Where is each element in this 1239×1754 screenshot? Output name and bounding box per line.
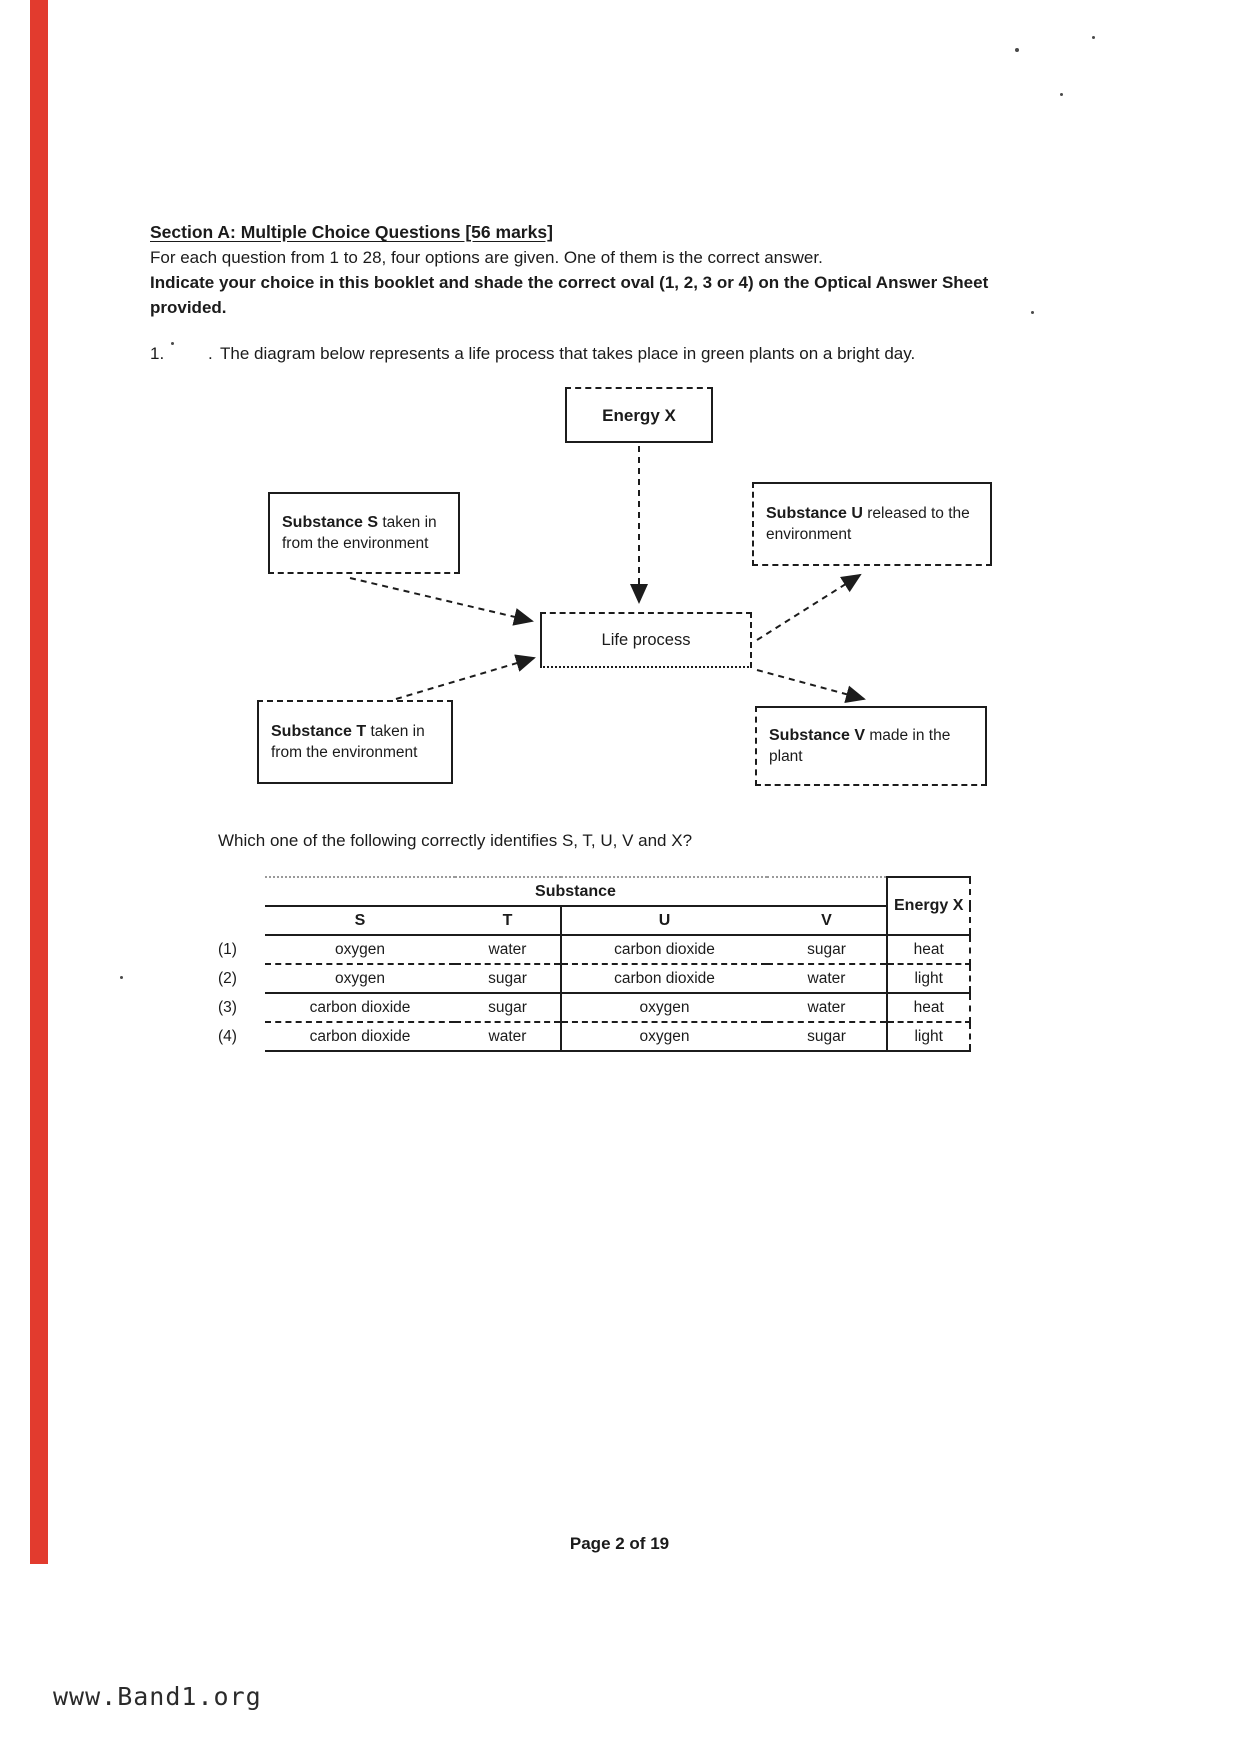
cell-s: carbon dioxide (265, 993, 455, 1022)
red-margin-stripe (30, 0, 48, 1564)
scan-speck (1031, 311, 1034, 314)
option-label: (3) (218, 998, 237, 1016)
diagram-box-life-process (540, 612, 752, 668)
column-header-u: U (561, 906, 767, 935)
diagram-box-substance-v (755, 706, 987, 786)
column-header-v: V (767, 906, 887, 935)
cell-v: water (767, 993, 887, 1022)
arrow-t-to-process (396, 658, 534, 699)
column-header-t: T (455, 906, 561, 935)
option-label: (2) (218, 969, 237, 987)
scan-speck (1060, 93, 1063, 96)
option-row-3 (218, 993, 970, 1022)
substance-u-desc: released to the environment (766, 505, 970, 543)
question-number: 1. (150, 344, 165, 363)
section-header-block (150, 220, 1030, 320)
substance-v-desc: made in the plant (769, 727, 951, 765)
arrow-s-to-process (350, 578, 532, 621)
option-row-4 (218, 1022, 970, 1051)
diagram-box-substance-u (752, 482, 992, 566)
option-label: (4) (218, 1027, 237, 1045)
cell-t: sugar (455, 993, 561, 1022)
cell-u: oxygen (561, 1022, 767, 1051)
energy-x-header: Energy X (887, 877, 970, 935)
substance-s-desc: taken in from the environment (282, 514, 437, 552)
cell-s: carbon dioxide (265, 1022, 455, 1051)
question-text: The diagram below represents a life process that takes place in green plants on a bright day. (220, 344, 916, 363)
cell-v: sugar (767, 935, 887, 964)
option-row-2 (218, 964, 970, 993)
substance-t-title: Substance T (271, 723, 367, 740)
cell-t: water (455, 1022, 561, 1051)
column-header-s: S (265, 906, 455, 935)
option-row-1 (218, 935, 970, 964)
cell-s: oxygen (265, 935, 455, 964)
stray-period-mark: . (208, 344, 213, 363)
cell-energy: heat (887, 935, 970, 964)
question-prompt: Which one of the following correctly identifies S, T, U, V and X? (218, 831, 693, 850)
scan-speck (171, 342, 174, 345)
substance-group-header: Substance (265, 877, 887, 906)
page-number: Page 2 of 19 (569, 1534, 670, 1553)
instructions-line: For each question from 1 to 28, four options are given. One of them is the correct answer. (150, 248, 823, 267)
section-heading: Section A: Multiple Choice Questions [56 marks] (150, 222, 553, 242)
life-process-label: Life process (601, 630, 691, 649)
diagram-box-substance-s (268, 492, 460, 574)
scan-speck (1092, 36, 1095, 39)
cell-energy: light (887, 1022, 970, 1051)
substance-s-title: Substance S (282, 514, 379, 531)
instructions-line-bold: Indicate your choice in this booklet and shade the correct oval (1, 2, 3 or 4) on the Optical Answer Sheet provided. (150, 273, 989, 317)
cell-s: oxygen (265, 964, 455, 993)
scan-speck (1015, 48, 1019, 52)
substance-u-title: Substance U (766, 505, 863, 522)
cell-t: water (455, 935, 561, 964)
spacer-cell (218, 906, 265, 935)
option-label: (1) (218, 940, 237, 958)
substance-t-desc: taken in from the environment (271, 723, 425, 761)
cell-v: sugar (767, 1022, 887, 1051)
cell-u: carbon dioxide (561, 964, 767, 993)
table-column-header-row (218, 906, 970, 935)
answer-options-table (218, 876, 971, 1052)
cell-u: oxygen (561, 993, 767, 1022)
cell-v: water (767, 964, 887, 993)
cell-u: carbon dioxide (561, 935, 767, 964)
substance-v-title: Substance V (769, 727, 866, 744)
spacer-cell (218, 877, 265, 906)
diagram-box-substance-t (257, 700, 453, 784)
watermark-url: www.Band1.org (53, 1682, 262, 1711)
cell-energy: heat (887, 993, 970, 1022)
arrow-process-to-v (757, 670, 864, 699)
energy-x-label: Energy X (602, 405, 676, 425)
diagram-box-energy-x (565, 387, 713, 443)
arrow-process-to-u (757, 575, 860, 640)
cell-t: sugar (455, 964, 561, 993)
cell-energy: light (887, 964, 970, 993)
scan-speck (120, 976, 123, 979)
table-group-header-row (218, 877, 970, 906)
